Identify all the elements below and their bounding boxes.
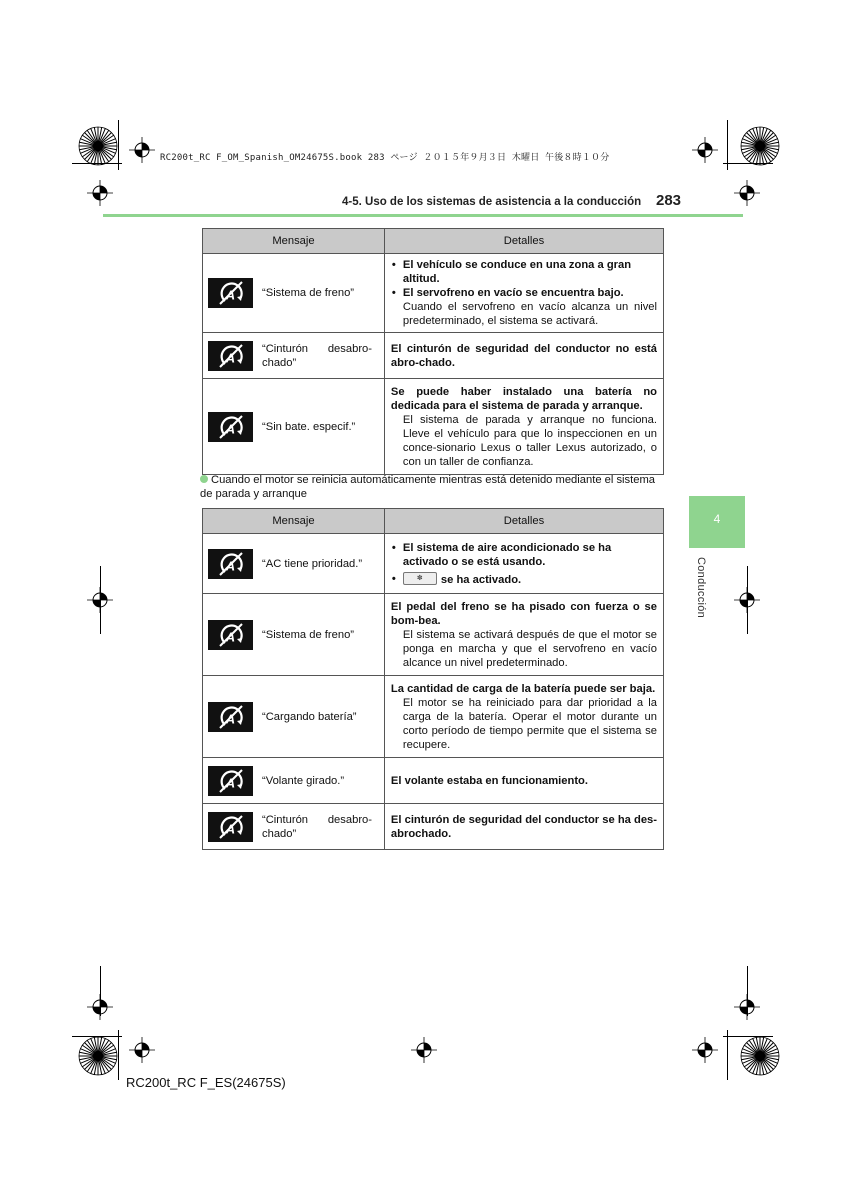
registration-mark <box>129 1037 155 1063</box>
detail-text: El cinturón de seguridad del conductor se ha des-abrochado. <box>390 813 657 840</box>
crop-line <box>723 1036 773 1037</box>
messages-table-2 <box>202 508 664 850</box>
message-text: “Sistema de freno” <box>262 287 355 299</box>
crop-line <box>727 1030 728 1080</box>
detail-bullet <box>391 572 657 587</box>
detail-text: El volante estaba en funcionamiento. <box>390 774 588 787</box>
stop-start-indicator-icon <box>208 812 253 842</box>
chapter-tab <box>689 496 745 548</box>
header-rule <box>103 214 743 217</box>
stop-start-indicator-icon <box>208 412 253 442</box>
chapter-label: Conducción <box>695 557 707 619</box>
detail-text: La cantidad de carga de la batería puede ser baja. <box>390 682 656 695</box>
detail-bullet: • El servofreno en vacío se encuentra bajo. <box>391 286 657 300</box>
message-text: “Sin bate. especif.” <box>262 420 356 433</box>
detail-bullet: • El sistema de aire acondicionado se ha activado o se está usando. <box>391 541 657 569</box>
table-row <box>203 594 664 676</box>
bullet-dot-icon <box>200 475 208 483</box>
registration-mark <box>411 1037 437 1063</box>
stop-start-indicator-icon <box>208 702 253 732</box>
registration-mark <box>87 180 113 206</box>
message-text: “AC tiene prioridad.” <box>262 557 363 570</box>
column-header-message: Mensaje <box>203 509 385 534</box>
table-row <box>203 676 664 758</box>
print-star-mark-bottom-left <box>78 1036 118 1076</box>
print-star-mark-bottom-right <box>740 1036 780 1076</box>
crop-line <box>100 966 101 1016</box>
column-header-message: Mensaje <box>203 229 385 254</box>
detail-text: El sistema se activará después de que el motor se ponga en marcha y que el servofreno en vacío alcance un nivel predeterminado. <box>402 628 657 669</box>
table-row <box>203 379 664 475</box>
stop-start-indicator-icon <box>208 341 253 371</box>
detail-text: El sistema de parada y arranque no funciona. Lleve el vehículo para que lo inspeccionen en un conce-sionario Lexus o taller Lexus autorizado, o con un taller de confianza. <box>402 413 657 468</box>
message-text: “Cargando batería” <box>262 710 357 723</box>
table-row <box>203 804 664 850</box>
crop-line <box>747 966 748 1016</box>
table-row <box>203 254 664 333</box>
column-header-details: Detalles <box>384 229 663 254</box>
fan-icon: • ✽ <box>416 574 423 582</box>
note-text: Cuando el motor se reinicia automáticamente mientras está detenido mediante el sistema de parada y arranque <box>200 474 656 500</box>
crop-line <box>723 163 773 164</box>
table-row <box>203 333 664 379</box>
detail-bullet: • El vehículo se conduce en una zona a gran altitud. <box>391 258 657 286</box>
section-title: 4-5. Uso de los sistemas de asistencia a la conducción <box>342 196 642 208</box>
message-text: “Cinturón desabro-chado” <box>262 813 372 840</box>
print-book-info: RC200t_RC F_OM_Spanish_OM24675S.book 283 ページ ２０１５年９月３日 木曜日 午後８時１０分 <box>160 153 610 163</box>
stop-start-indicator-icon <box>208 766 253 796</box>
messages-table-1 <box>202 228 664 475</box>
registration-mark <box>129 137 155 163</box>
registration-mark <box>692 1037 718 1063</box>
message-text: “Cinturón desabro-chado” <box>262 342 372 369</box>
detail-text: El cinturón de seguridad del conductor no está abro-chado. <box>390 342 657 369</box>
detail-text: El motor se ha reiniciado para dar prioridad a la carga de la batería. Operar el motor durante un corto período de tiempo permite que el sistema se recupere. <box>402 696 657 751</box>
print-star-mark-top-left <box>78 126 118 166</box>
detail-text: Se puede haber instalado una batería no dedicada para el sistema de parada y arranque. <box>390 385 657 412</box>
stop-start-indicator-icon <box>208 620 253 650</box>
crop-line <box>118 1030 119 1080</box>
table-row <box>203 758 664 804</box>
message-text: “Sistema de freno” <box>262 628 355 641</box>
stop-start-indicator-icon <box>208 278 253 308</box>
crop-line <box>72 163 122 164</box>
chapter-number: 4 <box>713 512 721 526</box>
registration-mark <box>692 137 718 163</box>
detail-text: Cuando el servofreno en vacío alcanza un nivel predeterminado, el sistema se activará. <box>402 301 657 327</box>
registration-mark <box>734 180 760 206</box>
stop-start-indicator-icon <box>208 549 253 579</box>
crop-line <box>747 566 748 634</box>
detail-bullet-text: se ha activado. <box>440 573 522 586</box>
crop-line <box>72 1036 122 1037</box>
message-text: “Volante girado.” <box>262 774 345 787</box>
column-header-details: Detalles <box>384 509 663 534</box>
detail-text: El pedal del freno se ha pisado con fuerza o se bom-bea. <box>390 600 657 627</box>
note-paragraph <box>200 473 665 501</box>
page-number: 283 <box>656 192 682 209</box>
crop-line <box>100 566 101 634</box>
table-row <box>203 534 664 594</box>
footer-doc-code: RC200t_RC F_ES(24675S) <box>126 1075 286 1090</box>
print-star-mark-top-right <box>740 126 780 166</box>
ac-button-icon <box>403 572 437 585</box>
